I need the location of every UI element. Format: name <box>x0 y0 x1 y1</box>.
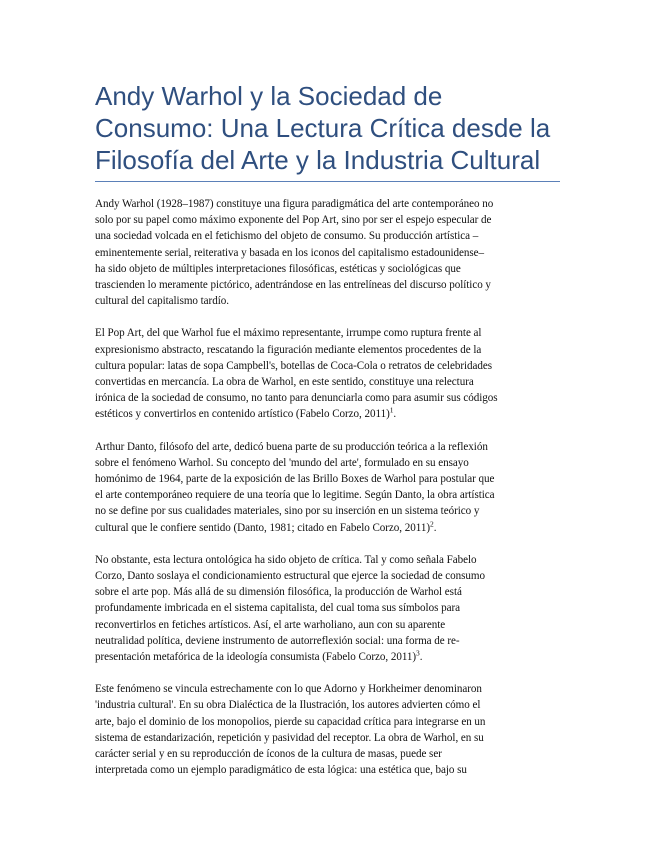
text-line: el arte contemporáneo requiere de una teoría que lo legitime. Según Danto, la obra artística <box>95 489 495 502</box>
text-line: arte, bajo el dominio de los monopolios, pierde su capacidad crítica para integrarse en un <box>95 715 486 728</box>
text-line-content: estéticos y convertirlos en contenido artístico (Fabelo Corzo, 2011) <box>95 408 390 421</box>
text-line: cultura popular: latas de sopa Campbell's, botellas de Coca-Cola o retratos de celebridades <box>95 359 492 372</box>
footnote-marker[interactable]: 3 <box>416 648 420 658</box>
text-line: una sociedad volcada en el fetichismo del objeto de consumo. Su producción artística – <box>95 230 479 243</box>
text-line: irónica de la sociedad de consumo, no tanto para denunciarla como para asumir sus códigos <box>95 392 498 405</box>
text-line: cultural del capitalismo tardío. <box>95 295 229 308</box>
text-line: carácter serial y en su reproducción de íconos de la cultura de masas, puede ser <box>95 748 442 761</box>
text-line: sobre el arte pop. Más allá de su dimensión filosófica, la producción de Warhol está <box>95 586 462 599</box>
paragraph-2 <box>95 325 565 422</box>
footnote-marker[interactable]: 2 <box>429 518 434 528</box>
text-line: profundamente imbricada en el sistema capitalista, del cual toma sus símbolos para <box>95 602 460 615</box>
text-line: El Pop Art, del que Warhol fue el máximo representante, irrumpe como ruptura frente al <box>95 327 482 340</box>
text-line: estéticos y convertirlos en contenido artístico (Fabelo Corzo, 2011)$^1$. <box>95 405 397 421</box>
text-line: Corzo, Danto soslaya el condicionamiento estructural que ejerce la sociedad de consumo <box>95 570 486 583</box>
text-line: Este fenómeno se vincula estrechamente con lo que Adorno y Horkheimer denominaron <box>95 683 482 696</box>
title-line: Andy Warhol y la Sociedad de <box>95 81 443 111</box>
title-line: Consumo: Una Lectura Crítica desde la <box>95 113 551 143</box>
text-line: no se define por sus cualidades materiales, sino por su inserción en un sistema teórico y <box>95 505 480 518</box>
text-line: trascienden lo meramente pictórico, adentrándose en las entrelíneas del discurso político y <box>95 279 491 292</box>
text-line-content: presentación metafórica de la ideología consumista (Fabelo Corzo, 2011) <box>95 651 417 664</box>
text-line: No obstante, esta lectura ontológica ha sido objeto de crítica. Tal y como señala Fabelo <box>95 553 477 566</box>
text-line: cultural que le confiere sentido (Danto, 1981; citado en Fabelo Corzo, 2011)$^2$. <box>95 518 437 534</box>
text-line: 'industria cultural'. En su obra Dialéctica de la Ilustración, los autores advierten cómo el <box>95 699 481 712</box>
document-title <box>95 80 575 176</box>
text-line: Andy Warhol (1928–1987) constituye una figura paradigmática del arte contemporáneo no <box>95 198 494 210</box>
title-divider <box>95 181 560 182</box>
text-line: interpretada como un ejemplo paradigmático de esta lógica: una estética que, bajo su <box>95 764 467 777</box>
text-line: eminentemente serial, reiterativa y basada en los iconos del capitalismo estadounidense– <box>95 246 484 259</box>
paragraph-3 <box>95 439 565 536</box>
text-line: homónimo de 1964, parte de la exposición de las Brillo Boxes de Warhol para postular que <box>95 473 495 486</box>
text-line: neutralidad política, deviene instrumento de autorreflexión social: una forma de re- <box>95 634 460 647</box>
text-line: sistema de estandarización, repetición y pasividad del receptor. La obra de Warhol, en su <box>95 731 484 744</box>
text-line: expresionismo abstracto, rescatando la figuración mediante elementos procedentes de la <box>95 343 482 356</box>
footnote-marker[interactable]: 1 <box>389 405 394 415</box>
text-line: reconvertirlos en fetiches artísticos. Así, el arte warholiano, aun con su aparente <box>95 618 446 631</box>
text-line: solo por su papel como máximo exponente del Pop Art, sino por ser el espejo especular de <box>95 214 492 227</box>
text-line: sobre el fenómeno Warhol. Su concepto del 'mundo del arte', formulado en su ensayo <box>95 456 469 469</box>
text-line: ha sido objeto de múltiples interpretaciones filosóficas, estéticas y sociológicas que <box>95 262 461 275</box>
text-line: Arthur Danto, filósofo del arte, dedicó buena parte de su producción teórica a la reflexión <box>95 440 488 453</box>
paragraph-4 <box>95 552 565 665</box>
document-body <box>95 196 565 795</box>
title-line: Filosofía del Arte y la Industria Cultural <box>95 145 541 175</box>
paragraph-5 <box>95 681 565 778</box>
text-line-content: cultural que le confiere sentido (Danto, 1981; citado en Fabelo Corzo, 2011) <box>95 521 430 534</box>
text-line: convertidas en mercancía. La obra de Warhol, en este sentido, constituye una relectura <box>95 376 474 389</box>
text-line: presentación metafórica de la ideología consumista (Fabelo Corzo, 2011)$^3$. <box>95 648 423 664</box>
paragraph-1 <box>95 196 565 309</box>
